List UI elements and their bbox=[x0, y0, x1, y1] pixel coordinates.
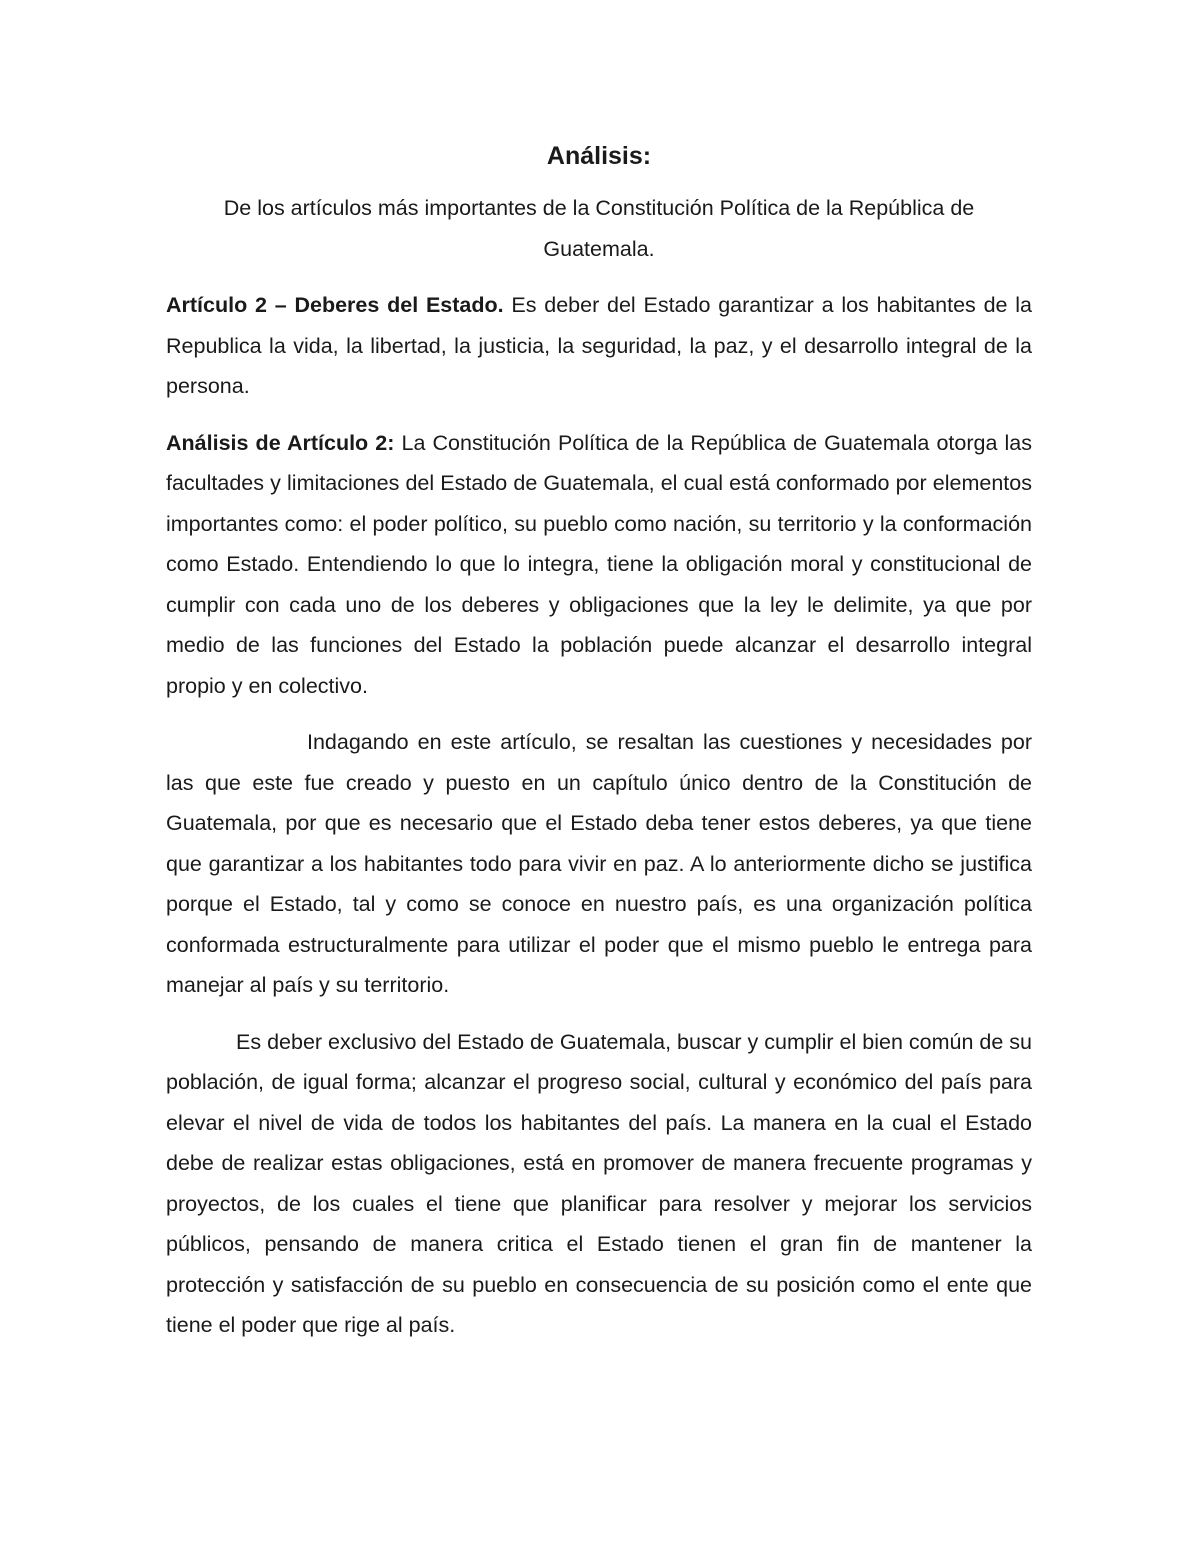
document-title: Análisis: bbox=[546, 142, 652, 170]
document-body bbox=[166, 136, 1032, 1362]
analysis-paragraph bbox=[166, 423, 1032, 707]
document-subtitle: De los artículos más importantes de la Constitución Política de la República de Guatemala. bbox=[223, 196, 975, 261]
body-paragraph-2: Es deber exclusivo del Estado de Guatemala, buscar y cumplir el bien común de su población, de igual forma; alcanzar el progreso social, cultural y económico del país para elevar el nivel de vida de todos los habitantes del país. La manera en la cual el Estado debe de realizar estas obligaciones, está en promover de manera frecuente programas y proyectos, de los cuales el tiene que planificar para resolver y mejorar los servicios públicos, pensando de manera critica el Estado tienen el gran fin de mantener la protección y satisfacción de su pueblo en consecuencia de su posición como el ente que tiene el poder que rige al país. bbox=[166, 1029, 1032, 1337]
analysis-text: La Constitución Política de la República de Guatemala otorga las facultades y limitaciones del Estado de Guatemala, el cual está conformado por elementos importantes como: el poder político, su pueblo como nación, su territorio y la conformación como Estado. Entendiendo lo que lo integra, tiene la obligación moral y constitucional de cumplir con cada uno de los deberes y obligaciones que la ley le delimite, ya que por medio de las funciones del Estado la población puede alcanzar el desarrollo integral propio y en colectivo. bbox=[166, 430, 1032, 698]
article-text: Es deber del Estado garantizar a los habitantes de la Republica la vida, la libertad, la justicia, la seguridad, la paz, y el desarrollo integral de la persona. bbox=[166, 293, 1032, 398]
article-paragraph bbox=[166, 285, 1032, 407]
article-heading: Artículo 2 – Deberes del Estado. bbox=[166, 293, 504, 317]
analysis-heading: Análisis de Artículo 2: bbox=[166, 430, 395, 455]
body-paragraph-1: Indagando en este artículo, se resaltan las cuestiones y necesidades por las que este fue creado y puesto en un capítulo único dentro de la Constitución de Guatemala, por que es necesario que el Estado deba tener estos deberes, ya que tiene que garantizar a los habitantes todo para vivir en paz. A lo anteriormente dicho se justifica porque el Estado, tal y como se conoce en nuestro país, es una organización política conformada estructuralmente para utilizar el poder que el mismo pueblo le entrega para manejar al país y su territorio. bbox=[166, 730, 1032, 997]
